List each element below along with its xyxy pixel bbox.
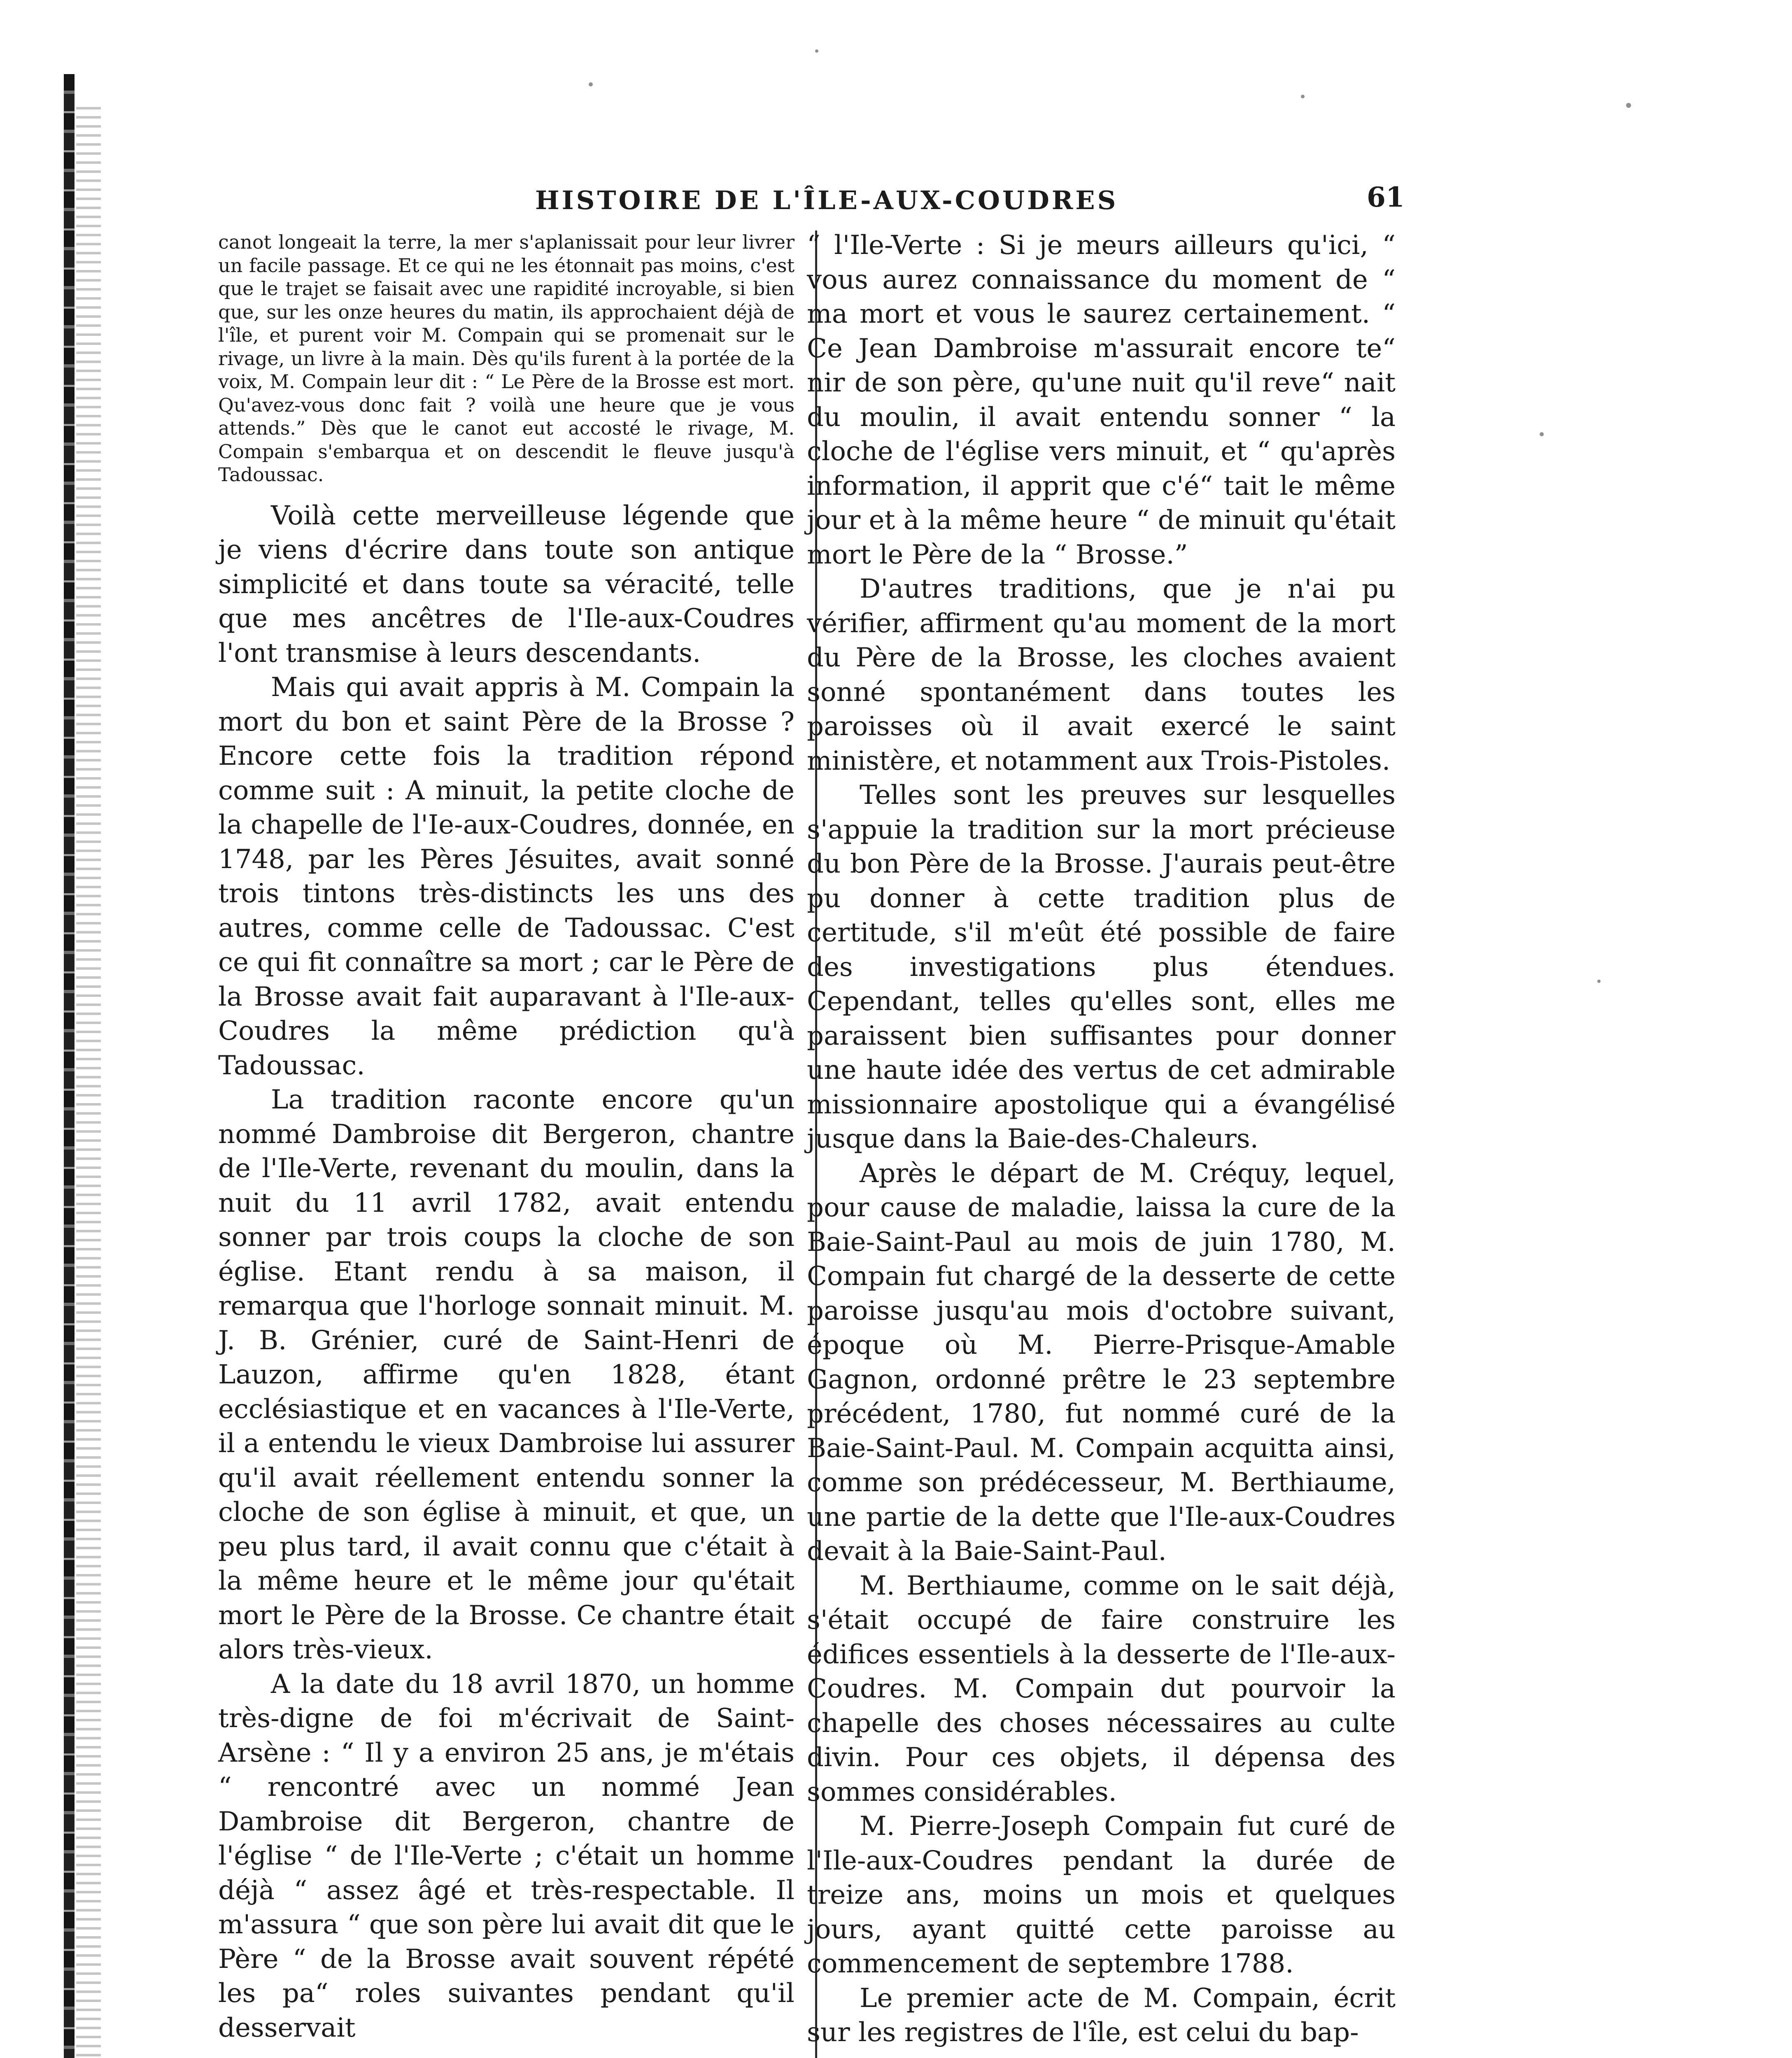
paragraph: A la date du 18 avril 1870, un homme très-digne de foi m'écrivait de Saint-Arsène : “ Il y a environ 25 ans, je m'étais “ rencontré avec un nommé Jean Dambroise dit Bergeron, chantre de l'église “ de l'Ile-Verte ; c'était un homme déjà “ assez âgé et très-respectable. Il m'assura “ que son père lui avait dit que le Père “ de la Brosse avait souvent répété les pa“ roles suivantes pendant qu'il desservait xyxy=(218,1669,795,2043)
left-column xyxy=(218,230,795,2045)
page-number: 61 xyxy=(1367,181,1405,213)
speck xyxy=(1301,95,1305,98)
paragraph: M. Berthiaume, comme on le sait déjà, s'était occupé de faire construire les édifices essentiels à la desserte de l'Ile-aux-Coudres. M. Compain dut pourvoir la chapelle des choses nécessaires au culte divin. Pour ces objets, il dépensa des sommes considérables. xyxy=(807,1570,1396,1807)
paragraph: La tradition raconte encore qu'un nommé Dambroise dit Bergeron, chantre de l'Ile-Verte, revenant du moulin, dans la nuit du 11 avril 1782, avait entendu sonner par trois coups la cloche de son église. Etant rendu à sa maison, il remarqua que l'horloge sonnait minuit. M. J. B. Grénier, curé de Saint-Henri de Lauzon, affirme qu'en 1828, étant ecclésiastique et en vacances à l'Ile-Verte, il a entendu le vieux Dambroise lui assurer qu'il avait réellement entendu sonner la cloche de son église à minuit, et que, un peu plus tard, il avait connu que c'était à la même heure et le même jour qu'était mort le Père de la Brosse. Ce chantre était alors très-vieux. xyxy=(218,1085,795,1665)
page-edge-shadow xyxy=(64,74,75,2058)
running-title: HISTOIRE DE L'ÎLE-AUX-COUDRES xyxy=(535,185,1119,215)
speck xyxy=(1626,103,1631,108)
page-edge-texture xyxy=(76,107,101,2058)
speck xyxy=(1540,432,1544,436)
paragraph: “ l'Ile-Verte : Si je meurs ailleurs qu'ici, “ vous aurez connaissance du moment de “ ma mort et vous le saurez certainement. “ Ce Jean Dambroise m'assurait encore te“ nir de son père, qu'une nuit qu'il reve“ nait du moulin, il avait entendu sonner “ la cloche de l'église vers minuit, et “ qu'après information, il apprit que c'é“ tait le même jour et à la même heure “ de minuit qu'était mort le Père de la “ Brosse.” xyxy=(807,230,1396,570)
running-header xyxy=(535,181,1400,226)
paragraph: Après le départ de M. Créquy, lequel, pour cause de maladie, laissa la cure de la Baie-Saint-Paul au mois de juin 1780, M. Compain fut chargé de la desserte de cette paroisse jusqu'au mois d'octobre suivant, époque où M. Pierre-Prisque-Amable Gagnon, ordonné prêtre le 23 septembre précédent, 1780, fut nommé curé de la Baie-Saint-Paul. M. Compain acquitta ainsi, comme son prédécesseur, M. Berthiaume, une partie de la dette que l'Ile-aux-Coudres devait à la Baie-Saint-Paul. xyxy=(807,1158,1396,1567)
speck xyxy=(589,82,593,86)
speck xyxy=(815,49,818,53)
paragraph: Telles sont les preuves sur lesquelles s'appuie la tradition sur la mort précieuse du bon Père de la Brosse. J'aurais peut-être pu donner à cette tradition plus de certitude, s'il m'eût été possible de faire des investigations plus étendues. Cependant, telles qu'elles sont, elles me paraissent bien suffisantes pour donner une haute idée des vertus de cet admirable missionnaire apostolique qui a évangélisé jusque dans la Baie-des-Chaleurs. xyxy=(807,780,1396,1154)
speck xyxy=(1597,980,1601,983)
paragraph: Le premier acte de M. Compain, écrit sur les registres de l'île, est celui du bap- xyxy=(807,1983,1396,2048)
continued-note: canot longeait la terre, la mer s'aplanissait pour leur livrer un facile passage. Et ce qui ne les étonnait pas moins, c'est que le trajet se faisait avec une rapidité incroyable, si bien que, sur les onze heures du matin, ils approchaient déjà de l'île, et purent voir M. Compain qui se promenait sur le rivage, un livre à la main. Dès qu'ils furent à la portée de la voix, M. Compain leur dit : “ Le Père de la Brosse est mort. Qu'avez-vous donc fait ? voilà une heure que je vous attends.” Dès que le canot eut accosté le rivage, M. Compain s'embarqua et on descendit le fleuve jusqu'à Tadoussac. xyxy=(218,231,795,486)
paragraph: Voilà cette merveilleuse légende que je viens d'écrire dans toute son antique simplicité et dans toute sa véracité, telle que mes ancêtres de l'Ile-aux-Coudres l'ont transmise à leurs descendants. xyxy=(218,500,795,668)
paragraph: Mais qui avait appris à M. Compain la mort du bon et saint Père de la Brosse ? Encore cette fois la tradition répond comme suit : A minuit, la petite cloche de la chapelle de l'Ie-aux-Coudres, donnée, en 1748, par les Pères Jésuites, avait sonné trois tintons très-distincts les uns des autres, comme celle de Tadoussac. C'est ce qui fit connaître sa mort ; car le Père de la Brosse avait fait auparavant à l'Ile-aux-Coudres la même prédiction qu'à Tadoussac. xyxy=(218,672,795,1081)
paragraph: M. Pierre-Joseph Compain fut curé de l'Ile-aux-Coudres pendant la durée de treize ans, moins un mois et quelques jours, ayant quitté cette paroisse au commencement de septembre 1788. xyxy=(807,1811,1396,1979)
paragraph: D'autres traditions, que je n'ai pu vérifier, affirment qu'au moment de la mort du Père de la Brosse, les cloches avaient sonné spontanément dans toutes les paroisses où il avait exercé le saint ministère, et notamment aux Trois-Pistoles. xyxy=(807,574,1396,776)
right-column xyxy=(807,228,1396,2050)
